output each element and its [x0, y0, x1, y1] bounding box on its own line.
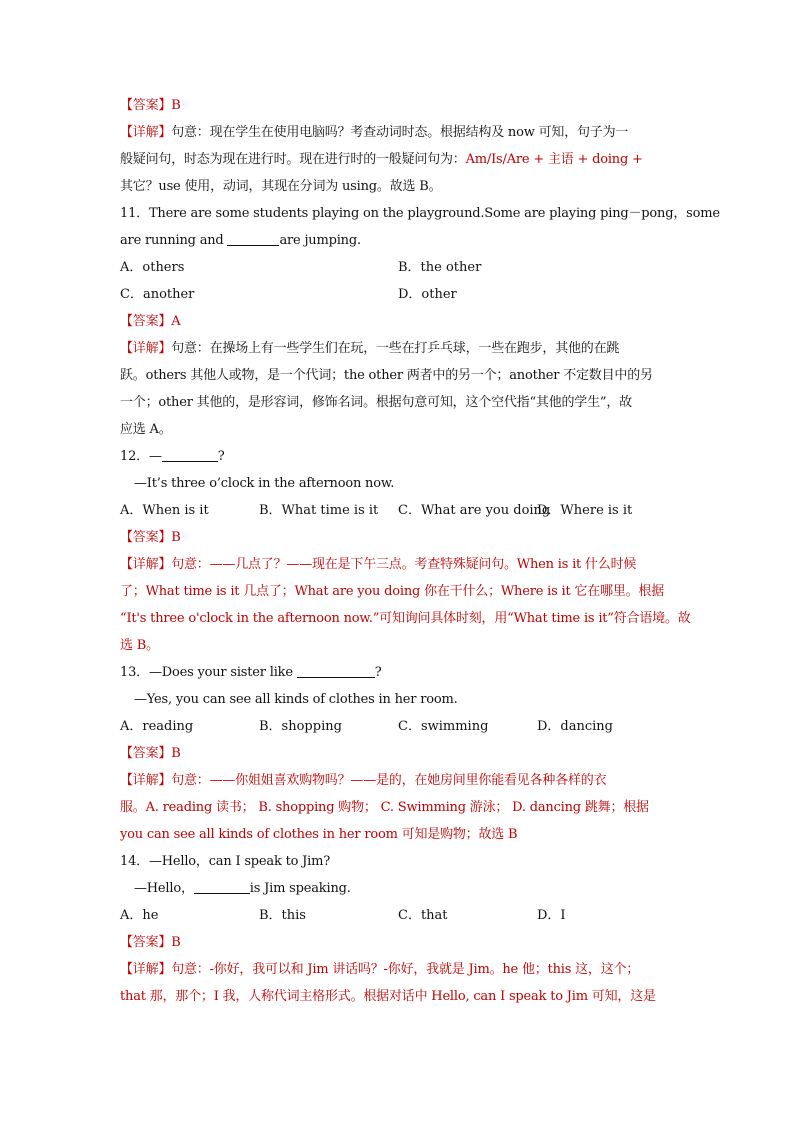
answer-label: 【答案】 — [120, 746, 172, 761]
answer-label: 【答案】 — [120, 935, 172, 950]
document-page — [120, 92, 720, 1010]
detail-text: 句意：在操场上有一些学生们在玩，一些在打乒乓球，一些在跑步，其他的在跳 — [171, 341, 620, 356]
detail-label: 【详解】 — [120, 557, 172, 572]
option-d: D．I — [537, 908, 566, 923]
question-text: 13．—Does your sister like — [120, 665, 297, 680]
option-a: A．When is it — [120, 503, 209, 518]
question-text: —It’s three o’clock in the afternoon now. — [134, 476, 395, 491]
question-text: —Yes, you can see all kinds of clothes in her room. — [134, 692, 458, 707]
question-text: 11．There are some students playing on the playground.Some are playing ping－pong，some — [120, 206, 720, 221]
option-d: D．dancing — [537, 719, 614, 734]
answer-value: B — [171, 98, 181, 113]
answer-line — [120, 524, 676, 551]
question-stem — [120, 875, 676, 902]
option-d: D．other — [398, 287, 457, 302]
answer-label: 【答案】 — [120, 530, 172, 545]
options-row — [120, 281, 676, 308]
answer-value: B — [171, 746, 181, 761]
detail-line — [120, 551, 676, 578]
detail-label: 【详解】 — [120, 773, 172, 788]
detail-text: 句意：-你好，我可以和 Jim 讲话吗？-你好，我就是 Jim。he 他；this 这，这个； — [171, 962, 640, 977]
detail-line — [120, 956, 676, 983]
detail-line — [120, 767, 676, 794]
answer-line — [120, 929, 676, 956]
detail-label: 【详解】 — [120, 341, 172, 356]
option-b: B．shopping — [259, 719, 342, 734]
question-text: ? — [374, 665, 382, 680]
option-b: B．the other — [398, 260, 482, 275]
detail-text: 其它？use 使用，动词，其现在分词为 using。故选 B。 — [120, 179, 442, 194]
detail-text-highlight: Am/Is/Are + 主语 + doing + — [465, 152, 643, 167]
option-a: A．he — [120, 908, 159, 923]
detail-line — [120, 146, 676, 173]
detail-line — [120, 605, 691, 632]
detail-line — [120, 173, 676, 200]
detail-text: 应选 A。 — [120, 422, 172, 437]
detail-text: 了；What time is it 几点了；What are you doing 你在干什么；Where is it 它在哪里。根据 — [120, 584, 665, 599]
detail-line — [120, 578, 676, 605]
answer-blank — [194, 879, 250, 894]
question-text: is Jim speaking. — [249, 881, 351, 896]
option-a: A．others — [120, 260, 185, 275]
detail-text: 服。A. reading 读书； B. shopping 购物； C. Swimming 游泳； D. dancing 跳舞；根据 — [120, 800, 649, 815]
option-c: C．another — [120, 287, 195, 302]
option-b: B．What time is it — [259, 503, 379, 518]
options-row — [120, 497, 676, 524]
question-stem — [120, 848, 676, 875]
detail-label: 【详解】 — [120, 125, 172, 140]
question-text: 12．— — [120, 449, 162, 464]
detail-line — [120, 389, 676, 416]
answer-value: B — [171, 530, 181, 545]
question-stem — [120, 443, 676, 470]
answer-blank — [227, 231, 279, 246]
option-c: C．What are you doing — [398, 503, 551, 518]
option-a: A．reading — [120, 719, 194, 734]
detail-line — [120, 983, 676, 1010]
question-text: are jumping. — [279, 233, 361, 248]
answer-line — [120, 740, 676, 767]
detail-line — [120, 119, 676, 146]
detail-text: 句意：——几点了？——现在是下午三点。考查特殊疑问句。When is it 什么时候 — [171, 557, 637, 572]
detail-text: 选 B。 — [120, 638, 159, 653]
detail-text: “It's three o'clock in the afternoon now.”可知询问具体时刻，用“What time is it”符合语境。故 — [120, 611, 691, 626]
detail-line — [120, 416, 676, 443]
detail-text: 句意：——你姐姐喜欢购物吗？——是的，在她房间里你能看见各种各样的衣 — [171, 773, 607, 788]
detail-text: that 那，那个；I 我，人称代词主格形式。根据对话中 Hello, can I speak to Jim 可知，这是 — [120, 989, 656, 1004]
question-text: are running and — [120, 233, 228, 248]
answer-blank — [297, 663, 375, 678]
option-c: C．swimming — [398, 719, 489, 734]
option-c: C．that — [398, 908, 448, 923]
detail-line — [120, 821, 676, 848]
options-row — [120, 254, 676, 281]
detail-text: 般疑问句，时态为现在进行时。现在进行时的一般疑问句为： — [120, 152, 466, 167]
option-d: D．Where is it — [537, 503, 633, 518]
question-text: 14．—Hello，can I speak to Jim? — [120, 854, 331, 869]
question-stem — [120, 470, 676, 497]
detail-text: you can see all kinds of clothes in her room 可知是购物；故选 B — [120, 827, 518, 842]
detail-label: 【详解】 — [120, 962, 172, 977]
detail-text: 一个；other 其他的，是形容词，修饰名词。根据句意可知，这个空代指“其他的学生”，故 — [120, 395, 632, 410]
options-row — [120, 902, 676, 929]
detail-line — [120, 362, 676, 389]
question-stem — [120, 200, 720, 227]
answer-value: B — [171, 935, 181, 950]
detail-text: 句意：现在学生在使用电脑吗？考查动词时态。根据结构及 now 可知，句子为一 — [171, 125, 629, 140]
detail-line — [120, 632, 676, 659]
question-text: ? — [217, 449, 225, 464]
detail-text: 跃。others 其他人或物，是一个代词；the other 两者中的另一个；another 不定数目中的另 — [120, 368, 653, 383]
answer-line — [120, 92, 676, 119]
question-stem — [120, 686, 676, 713]
question-stem — [120, 659, 676, 686]
question-stem — [120, 227, 676, 254]
option-b: B．this — [259, 908, 306, 923]
answer-value: A — [171, 314, 181, 329]
options-row — [120, 713, 676, 740]
answer-label: 【答案】 — [120, 314, 172, 329]
question-text: —Hello， — [134, 881, 194, 896]
answer-line — [120, 308, 676, 335]
answer-blank — [162, 447, 218, 462]
detail-line — [120, 794, 676, 821]
detail-line — [120, 335, 676, 362]
answer-label: 【答案】 — [120, 98, 172, 113]
